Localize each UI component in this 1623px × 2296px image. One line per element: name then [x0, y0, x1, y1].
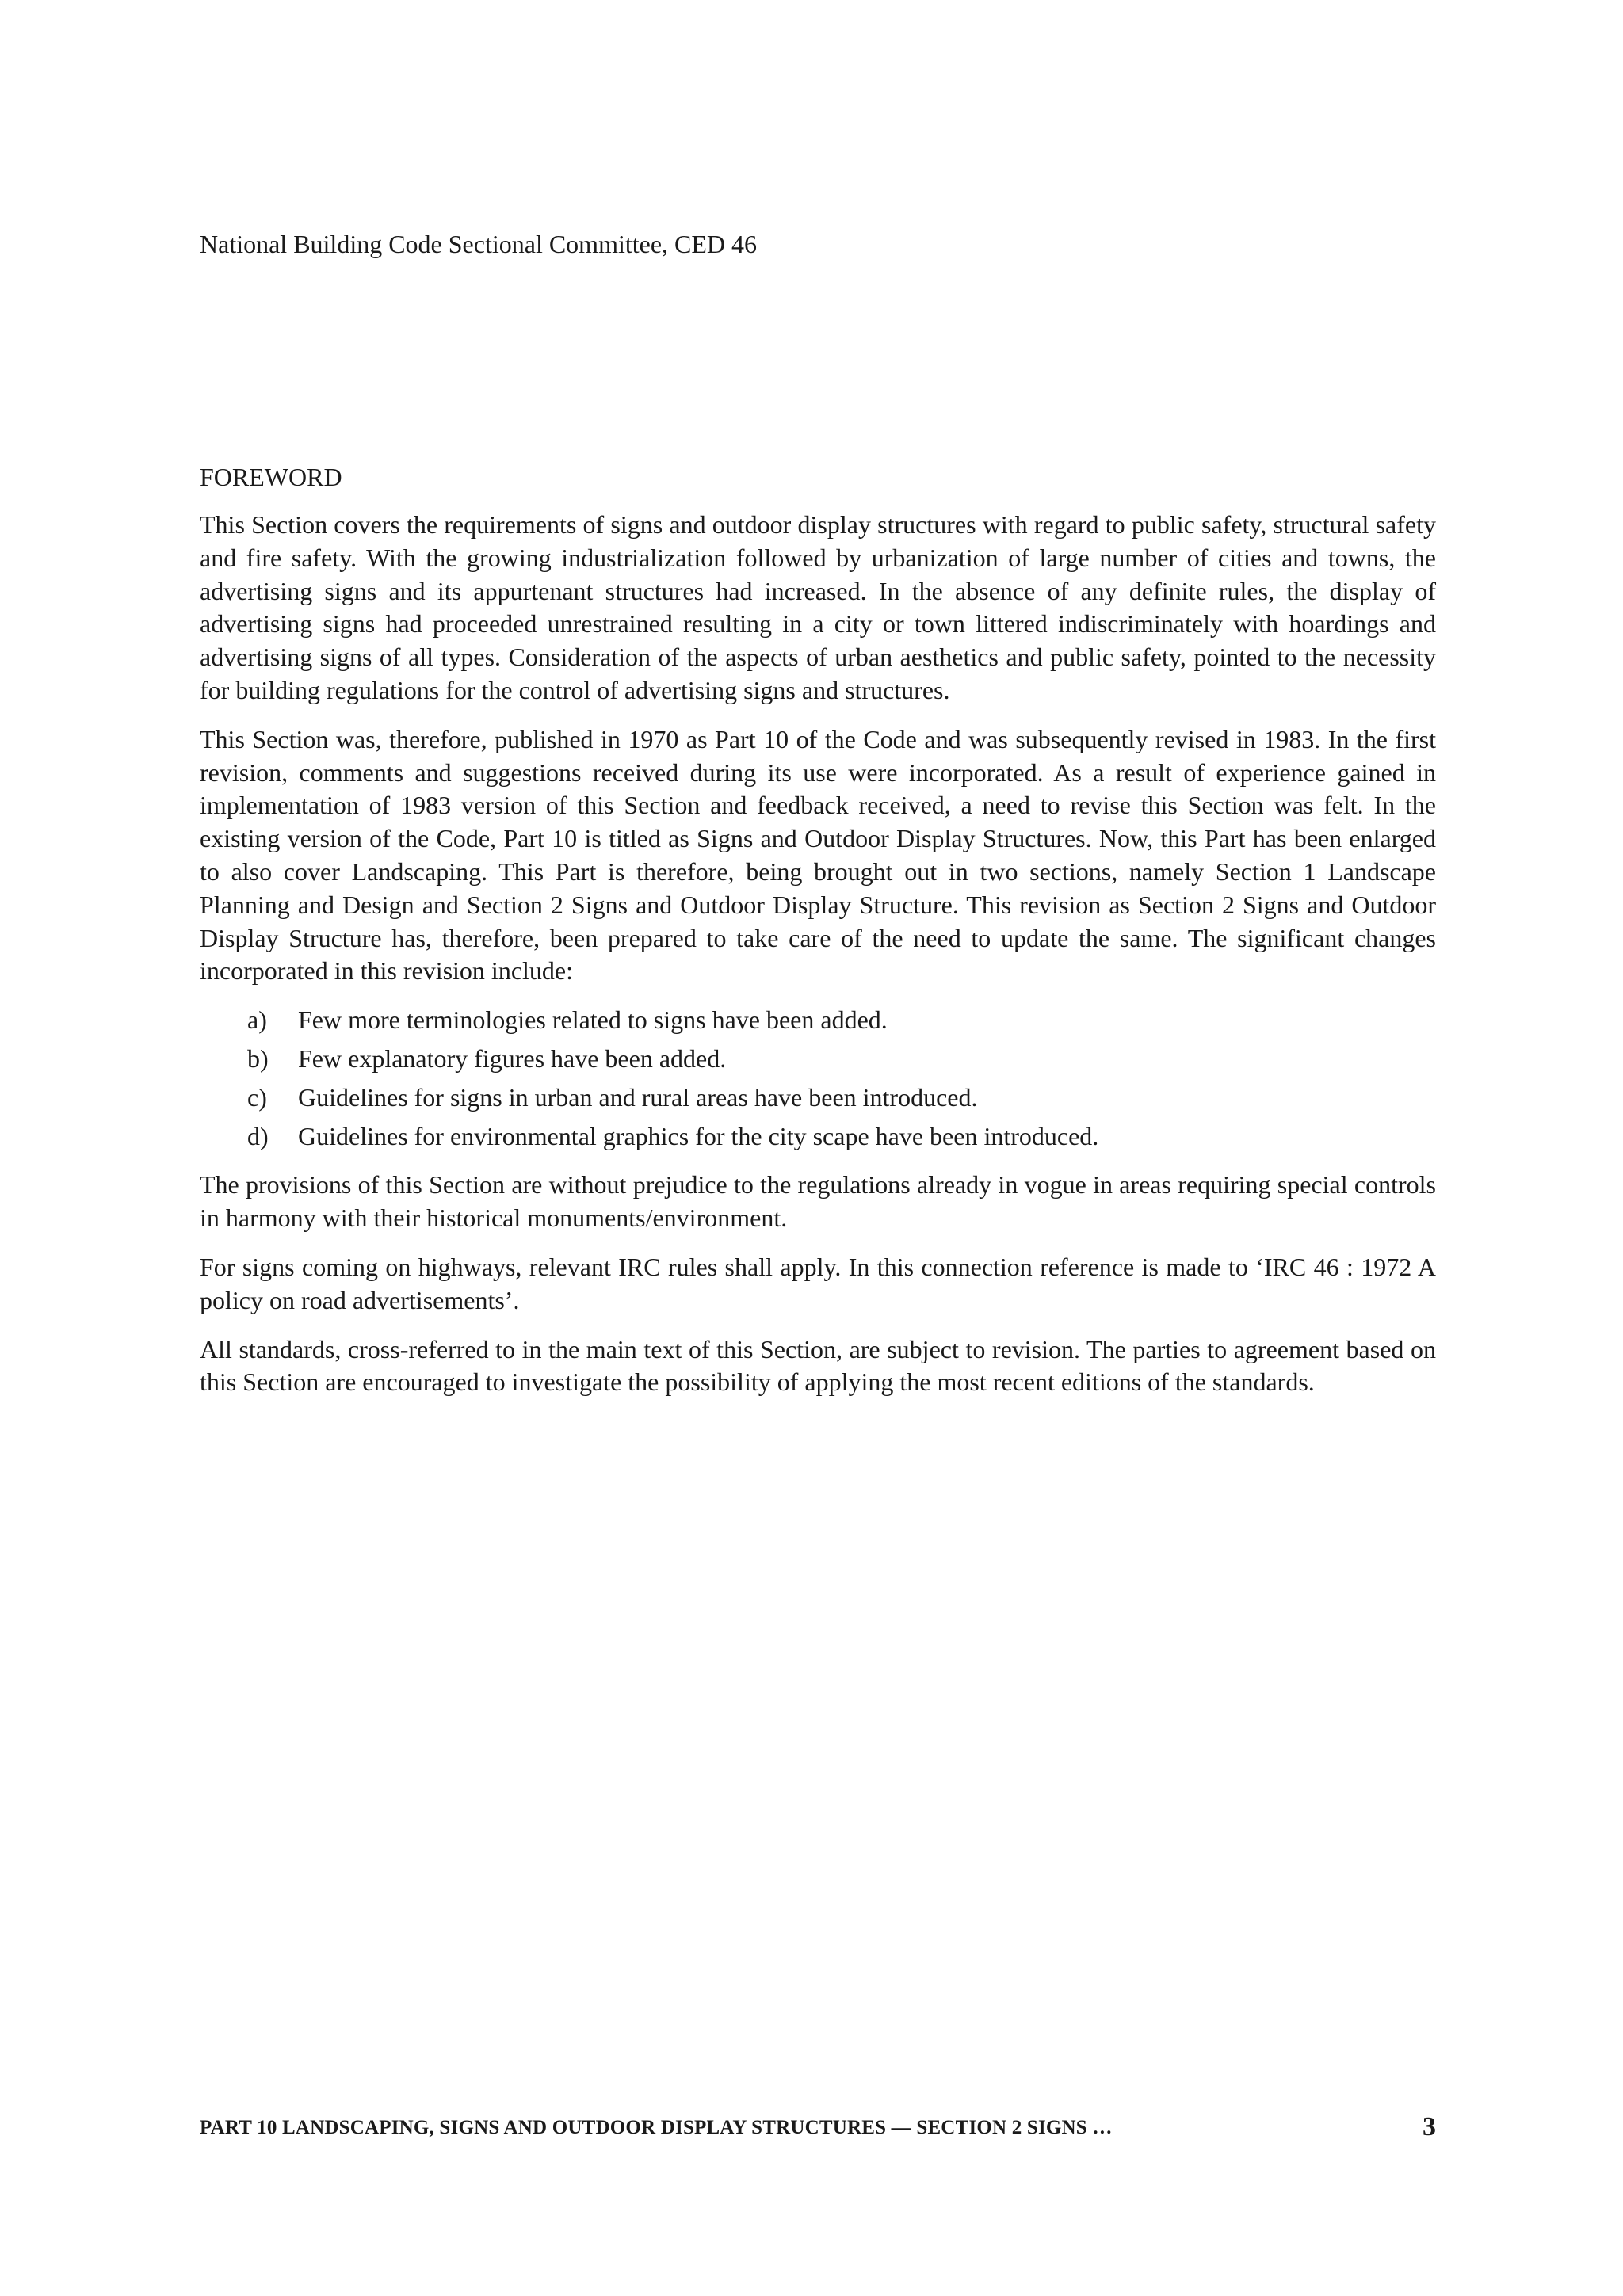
- list-item: [200, 1004, 1436, 1037]
- paragraph-scope: This Section covers the requirements of signs and outdoor display structures with regard to public safety, structural safety and fire safety. With the growing industrialization followed by urbanization of large number of cities and towns, the advertising signs and its appurtenant structures had increased. In the absence of any definite rules, the display of advertising signs had proceeded unrestrained resulting in a city or town littered indiscriminately with hoardings and advertising signs of all types. Consideration of the aspects of urban aesthetics and public safety, pointed to the necessity for building regulations for the control of advertising signs and structures.: [200, 510, 1436, 704]
- foreword-body: [200, 509, 1436, 1415]
- list-item-text: Few explanatory figures have been added.: [298, 1043, 727, 1073]
- list-item-text: Guidelines for environmental graphics for the city scape have been introduced.: [298, 1121, 1099, 1150]
- committee-line: National Building Code Sectional Committee, CED 46: [200, 230, 758, 258]
- list-item: [200, 1120, 1436, 1154]
- list-marker: b): [247, 1043, 269, 1073]
- list-marker: c): [247, 1082, 267, 1112]
- footer-title: PART 10 LANDSCAPING, SIGNS AND OUTDOOR DISPLAY STRUCTURES — SECTION 2 SIGNS …: [200, 2117, 1113, 2138]
- paragraph-highways: For signs coming on highways, relevant IRC rules shall apply. In this connection reference is made to ‘IRC 46 : 1972 A policy on road advertisements’.: [200, 1252, 1436, 1314]
- list-item-text: Few more terminologies related to signs have been added.: [298, 1005, 888, 1035]
- paragraph-provisions: The provisions of this Section are without prejudice to the regulations already in vogue in areas requiring special controls in harmony with their historical monuments/environment.: [200, 1170, 1436, 1233]
- foreword-heading: FOREWORD: [200, 463, 342, 491]
- paragraph-standards: All standards, cross-referred to in the main text of this Section, are subject to revision. The parties to agreement based on this Section are encouraged to investigate the possibility of applying the most recent editions of the standards.: [200, 1334, 1436, 1397]
- changes-list: [200, 1004, 1436, 1153]
- list-item: [200, 1043, 1436, 1076]
- page-number: 3: [1423, 2112, 1436, 2142]
- list-marker: d): [247, 1121, 269, 1150]
- list-marker: a): [247, 1005, 267, 1035]
- page-footer: [200, 2112, 1436, 2144]
- paragraph-history: This Section was, therefore, published in 1970 as Part 10 of the Code and was subsequently revised in 1983. In the first revision, comments and suggestions received during its use were incorporated. As a result of experience gained in implementation of 1983 version of this Section and feedback received, a need to revise this Section was felt. In the existing version of the Code, Part 10 is titled as Signs and Outdoor Display Structures. Now, this Part has been enlarged to also cover Landscaping. This Part is therefore, being brought out in two sections, namely Section 1 Landscape Planning and Design and Section 2 Signs and Outdoor Display Structure. This revision as Section 2 Signs and Outdoor Display Structure has, therefore, been prepared to take care of the need to update the same. The significant changes incorporated in this revision include:: [200, 724, 1436, 986]
- list-item: [200, 1081, 1436, 1115]
- list-item-text: Guidelines for signs in urban and rural areas have been introduced.: [298, 1082, 978, 1112]
